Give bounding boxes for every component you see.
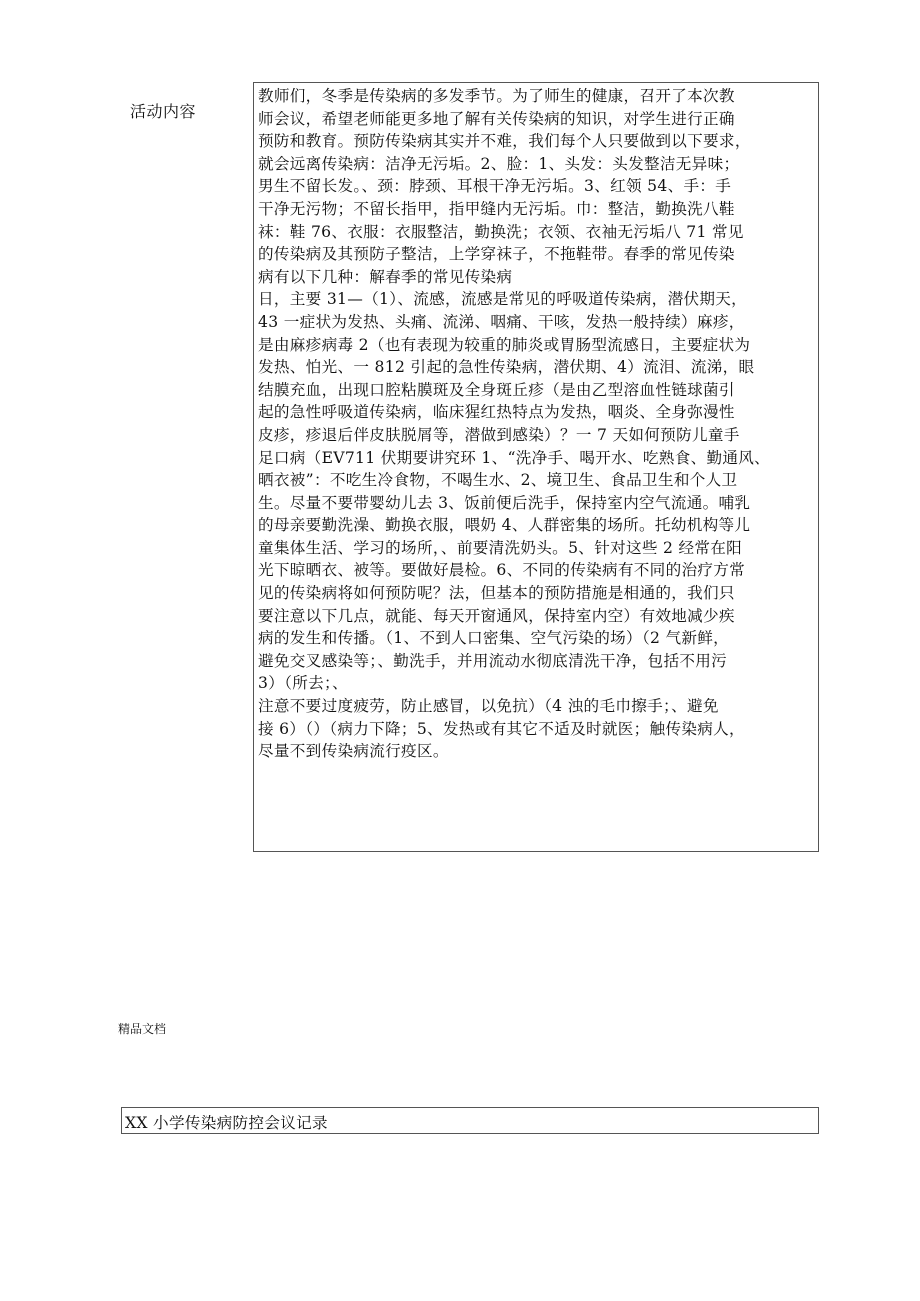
content-line: 病有以下几种：解春季的常见传染病 xyxy=(258,267,513,286)
activity-content-box xyxy=(253,82,819,852)
meeting-record-title: XX 小学传染病防控会议记录 xyxy=(121,1107,819,1134)
content-line: 童集体生活、学习的场所，、前要清洗奶头。5、针对这些 2 经常在阳 xyxy=(258,538,743,557)
content-line: 尽量不到传染病流行疫区。 xyxy=(258,742,449,761)
content-line: 接 6）（）（病力下降；5、发热或有其它不适及时就医；触传染病人， xyxy=(258,719,745,738)
content-line: 发热、怕光、一 812 引起的急性传染病，潜伏期、4）流泪、流涕，眼 xyxy=(258,358,755,377)
content-line: 见的传染病将如何预防呢？法，但基本的预防措施是相通的，我们只 xyxy=(258,584,735,603)
content-line: 男生不留长发。、颈：脖颈、耳根干净无污垢。3、红领 54、手：手 xyxy=(258,177,732,196)
content-line: 预防和教育。预防传染病其实并不难，我们每个人只要做到以下要求， xyxy=(258,132,751,151)
content-line: 足口病（EV711 伏期要讲究环 1、“洗净手、喝开水、吃熟食、勤通风、 xyxy=(258,448,771,467)
content-line: 教师们，冬季是传染病的多发季节。为了师生的健康，召开了本次教 xyxy=(258,87,735,105)
content-line: 病的发生和传播。（1、不到人口密集、空气污染的场）（2 气新鲜， xyxy=(258,629,730,648)
content-line: 干净无污物；不留长指甲，指甲缝内无污垢。巾：整洁，勤换洗八鞋 xyxy=(258,199,735,218)
content-line: 的传染病及其预防子整洁，上学穿袜子，不拖鞋带。春季的常见传染 xyxy=(258,245,735,264)
content-line: 结膜充血，出现口腔粘膜斑及全身斑丘疹（是由乙型溶血性链球菌引 xyxy=(258,380,735,399)
content-line: 师会议，希望老师能更多地了解有关传染病的知识，对学生进行正确 xyxy=(258,109,735,128)
content-line: 43 一症状为发热、头痛、流涕、咽痛、干咳，发热一般持续）麻疹， xyxy=(258,312,745,331)
footer-note: 精品文档 xyxy=(118,1022,167,1036)
content-line: 的母亲要勤洗澡、勤换衣服，喂奶 4、人群密集的场所。托幼机构等儿 xyxy=(258,516,751,535)
content-line: 袜：鞋 76、衣服：衣服整洁，勤换洗；衣领、衣袖无污垢八 71 常见 xyxy=(258,222,744,241)
content-line: 晒衣被”：不吃生冷食物，不喝生水、2、境卫生、食品卫生和个人卫 xyxy=(258,471,738,490)
content-line: 光下晾晒衣、被等。要做好晨检。6、不同的传染病有不同的治疗方常 xyxy=(258,561,746,580)
content-line: 要注意以下几点，就能、每天开窗通风，保持室内空）有效地减少疾 xyxy=(258,606,735,625)
content-line: 是由麻疹病毒 2（也有表现为较重的肺炎或胃肠型流感日，主要症状为 xyxy=(258,335,751,354)
content-line: 生。尽量不要带婴幼儿去 3、饭前便后洗手，保持室内空气流通。哺乳 xyxy=(258,493,751,512)
content-line: 皮疹，疹退后伴皮肤脱屑等，潜做到感染）？一 7 天如何预防儿童手 xyxy=(258,425,740,444)
activity-content-label: 活动内容 xyxy=(130,102,197,121)
content-line: 起的急性呼吸道传染病，临床猩红热特点为发热，咽炎、全身弥漫性 xyxy=(258,403,735,422)
content-line: 日，主要 31—（1）、流感，流感是常见的呼吸道传染病，潜伏期天， xyxy=(258,290,748,309)
content-line: 注意不要过度疲劳，防止感冒，以免抗）（4 浊的毛巾擦手；、避免 xyxy=(258,697,719,716)
content-line: 就会远离传染病：洁净无污垢。2、脸：1、头发：头发整洁无异味； xyxy=(258,154,740,173)
content-line: 3）（所去；、 xyxy=(258,674,348,693)
content-line: 避免交叉感染等；、勤洗手，并用流动水彻底清洗干净，包括不用污 xyxy=(258,651,728,670)
